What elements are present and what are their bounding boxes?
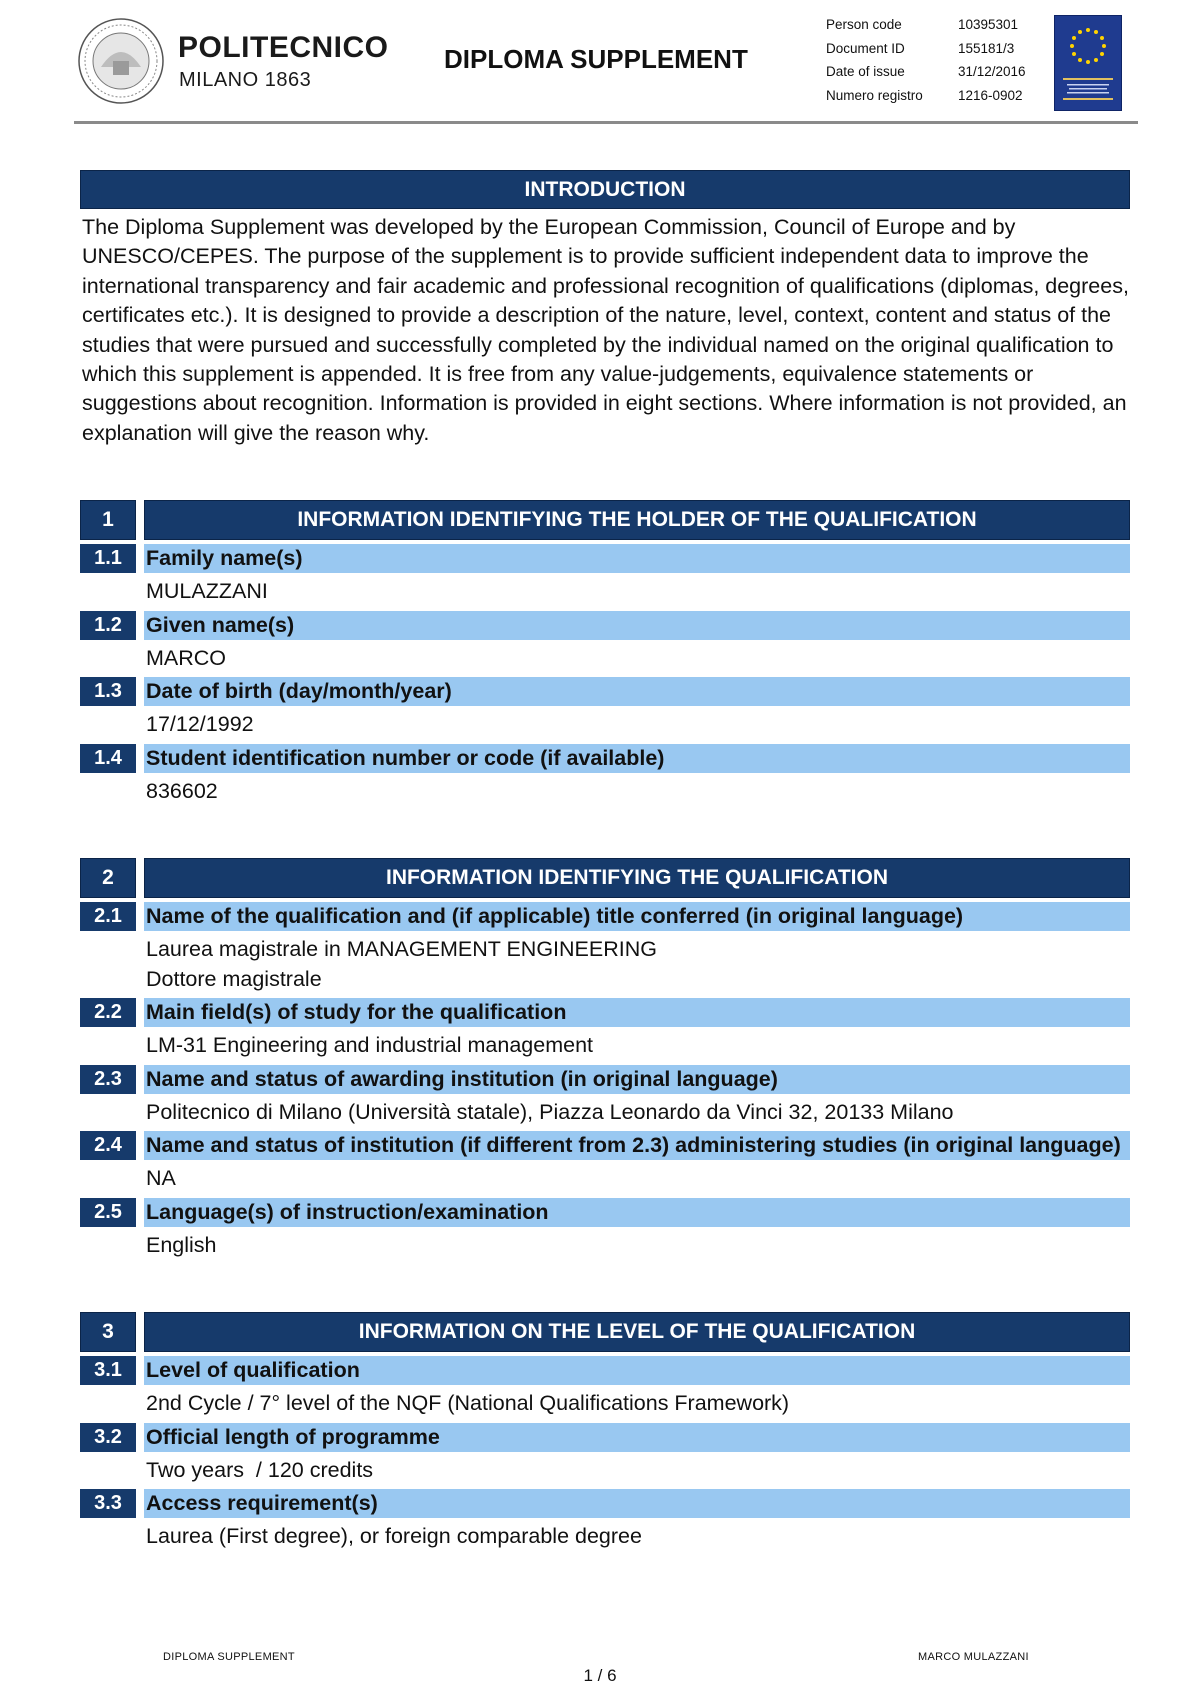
field-value: 836602 (146, 778, 218, 803)
meta-value: 31/12/2016 (958, 64, 1026, 79)
field-family-name (80, 544, 1130, 607)
document-meta (826, 13, 1026, 107)
field-administering-institution (80, 1131, 1130, 1194)
field-number: 1.3 (80, 677, 136, 706)
field-access-requirements (80, 1489, 1130, 1552)
meta-label: Document ID (826, 40, 905, 56)
field-number: 2.4 (80, 1131, 136, 1160)
section-2 (80, 858, 1130, 1260)
field-number: 3.3 (80, 1489, 136, 1518)
field-label: Family name(s) (144, 544, 1130, 573)
meta-value: 10395301 (958, 17, 1019, 32)
section-3 (80, 1312, 1130, 1552)
field-number: 3.1 (80, 1356, 136, 1385)
field-value-line: Laurea magistrale in MANAGEMENT ENGINEERING (146, 937, 657, 962)
field-label: Date of birth (day/month/year) (144, 677, 1130, 706)
header-divider (74, 121, 1138, 124)
field-label: Given name(s) (144, 611, 1130, 640)
meta-label: Person code (826, 17, 902, 32)
footer-document-name: DIPLOMA SUPPLEMENT (163, 1651, 295, 1663)
logo-subtitle: MILANO 1863 (179, 69, 312, 91)
field-value: 17/12/1992 (146, 712, 254, 737)
meta-person-code (826, 13, 1026, 37)
field-label: Level of qualification (144, 1356, 1130, 1385)
section-1 (80, 500, 1130, 806)
field-programme-length (80, 1423, 1130, 1486)
field-value: Laurea (First degree), or foreign comparable degree (146, 1524, 642, 1549)
meta-label: Numero registro (826, 87, 923, 103)
field-value: MULAZZANI (146, 579, 268, 604)
introduction-text: The Diploma Supplement was developed by the European Commission, Council of Europe and by UNESCO/CEPES. The purpose of the supplement is to provide sufficient independent data to improve the international transparency and fair academic and professional recognition of qualifications (diplomas, degrees, certificates etc.). It is designed to provide a description of the nature, level, context, content and status of the studies that were pursued and successfully completed by the individual named on the original qualification to which this supplement is appended. It is free from any value-judgements, equivalence statements or suggestions about recognition. Information is provided in eight sections. Where information is not provided, an explanation will give the reason why. (82, 215, 1129, 445)
footer-holder-name: MARCO MULAZZANI (918, 1651, 1029, 1663)
field-label: Student identification number or code (if available) (144, 744, 1130, 773)
field-value: NA (146, 1166, 176, 1191)
field-value (146, 931, 1130, 994)
field-number: 2.1 (80, 902, 136, 931)
section-title: INFORMATION IDENTIFYING THE HOLDER OF THE QUALIFICATION (144, 500, 1130, 540)
section-heading (80, 500, 1130, 540)
section-title: INFORMATION IDENTIFYING THE QUALIFICATION (144, 858, 1130, 898)
logo-name: POLITECNICO (178, 31, 389, 64)
meta-label: Date of issue (826, 64, 905, 79)
section-heading (80, 858, 1130, 898)
introduction-heading: INTRODUCTION (80, 170, 1130, 209)
meta-value: 155181/3 (958, 40, 1015, 56)
field-label: Language(s) of instruction/examination (144, 1198, 1130, 1227)
field-label: Main field(s) of study for the qualification (144, 998, 1130, 1027)
document-title: DIPLOMA SUPPLEMENT (444, 44, 748, 74)
field-date-of-birth (80, 677, 1130, 740)
politecnico-seal-icon (77, 17, 165, 105)
field-level-of-qualification (80, 1356, 1130, 1419)
field-number: 1.2 (80, 611, 136, 640)
field-label: Name and status of awarding institution (in original language) (144, 1065, 1130, 1094)
field-given-name (80, 611, 1130, 674)
field-awarding-institution (80, 1065, 1130, 1128)
document-body (80, 170, 1130, 1552)
field-number: 2.2 (80, 998, 136, 1027)
field-number: 2.5 (80, 1198, 136, 1227)
meta-numero-registro (826, 84, 1026, 108)
eu-flag-diploma-supplement-label-icon (1054, 15, 1122, 111)
field-main-field-of-study (80, 998, 1130, 1061)
field-label: Access requirement(s) (144, 1489, 1130, 1518)
field-label: Name of the qualification and (if applicable) title conferred (in original language) (144, 902, 1130, 931)
section-number: 1 (80, 500, 136, 540)
field-language-of-instruction (80, 1198, 1130, 1261)
field-number: 2.3 (80, 1065, 136, 1094)
field-student-id (80, 744, 1130, 807)
field-number: 3.2 (80, 1423, 136, 1452)
field-label: Name and status of institution (if different from 2.3) administering studies (in original language) (144, 1131, 1130, 1160)
field-value: 2nd Cycle / 7° level of the NQF (National Qualifications Framework) (146, 1391, 790, 1416)
field-value: English (146, 1232, 217, 1257)
field-value: Two years / 120 credits (146, 1457, 374, 1482)
meta-document-id (826, 37, 1026, 61)
page-number: 1 / 6 (583, 1666, 617, 1685)
section-title: INFORMATION ON THE LEVEL OF THE QUALIFICATION (144, 1312, 1130, 1352)
section-number: 2 (80, 858, 136, 898)
section-heading (80, 1312, 1130, 1352)
field-qualification-name (80, 902, 1130, 994)
field-value-line: Dottore magistrale (146, 966, 322, 991)
field-number: 1.1 (80, 544, 136, 573)
field-value: Politecnico di Milano (Università statale), Piazza Leonardo da Vinci 32, 20133 Milano (146, 1099, 954, 1124)
section-number: 3 (80, 1312, 136, 1352)
document-header (0, 0, 1200, 125)
meta-date-of-issue (826, 60, 1026, 84)
field-value: LM-31 Engineering and industrial management (146, 1033, 593, 1058)
field-value: MARCO (146, 645, 227, 670)
field-label: Official length of programme (144, 1423, 1130, 1452)
meta-value: 1216-0902 (958, 87, 1023, 103)
field-number: 1.4 (80, 744, 136, 773)
